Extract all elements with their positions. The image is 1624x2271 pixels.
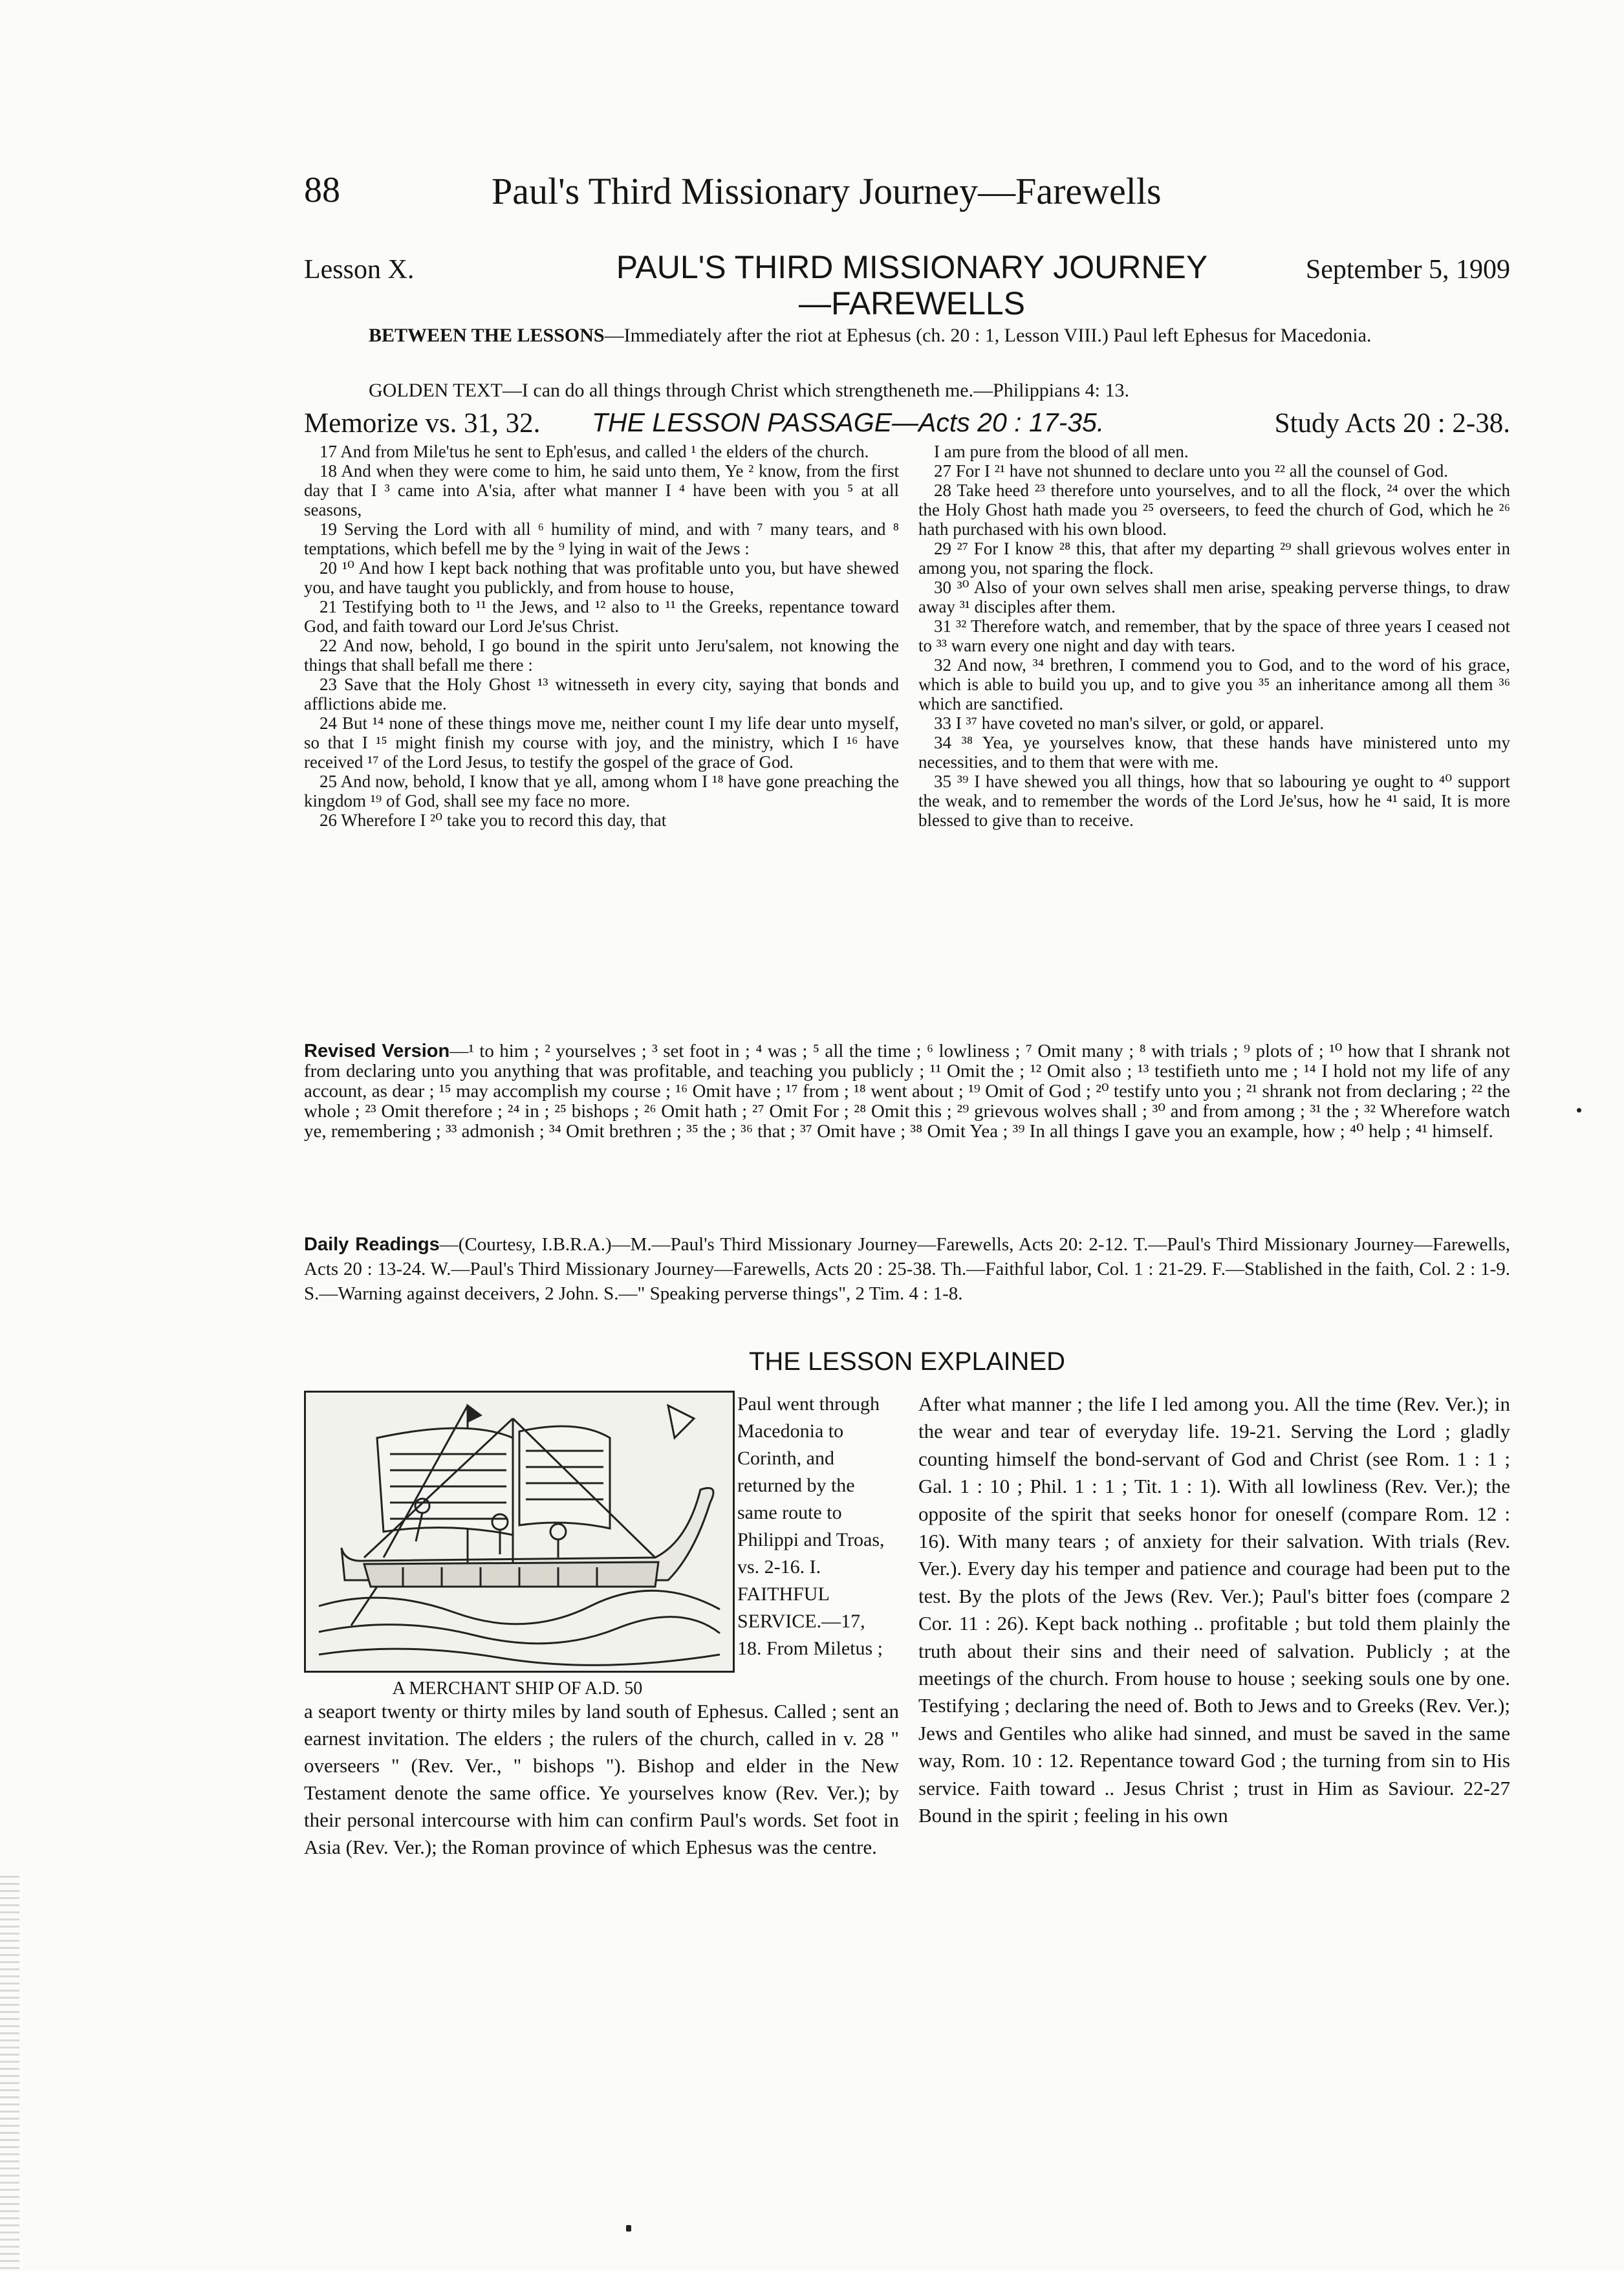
- figure-caption: A MERCHANT SHIP OF A.D. 50: [392, 1679, 643, 1699]
- explained-right-column: After what manner ; the life I led among you. All the time (Rev. Ver.); in the wear and tear of everyday life. 19-21. Serving the Lord ; gladly counting himself the bond-servant of God and Christ (see Rom. 1 : 1 ; Gal. 1 : 10 ; Phil. 1 : 1 ; Tit. 1 : 1). With all lowliness (Rev. Ver.); the opposite of the spirit that seeks honor for oneself (compare Rom. 12 : 16). With many tears ; of anxiety for their salvation. With trials (Rev. Ver.). Every day his temper and patience and courage had been put to the test. By the plots of the Jews (Rev. Ver.); Paul's bitter foes (compare 2 Cor. 11 : 26). Kept back nothing .. profitable ; but told them plainly the truth about their sins and their need of salvation. Publicly ; at the meetings of the church. From house to house ; seeking souls one by one. Testifying ; declaring the need of. Both to Jews and to Greeks (Rev. Ver.); Jews and Gentiles who alike had sinned, and must be saved in the same way, Rom. 10 : 12. Repentance toward God ; the turning from sin to His service. Faith toward .. Jesus Christ ; trust in Him as Saviour. 22-27 Bound in the spirit ; feeling in his own: [918, 1393, 1510, 1827]
- page-number: 88: [304, 170, 340, 210]
- golden-text: GOLDEN TEXT—I can do all things through Christ which strengtheneth me.—Philippians 4: 13.: [369, 380, 1129, 401]
- running-title: Paul's Third Missionary Journey—Farewells: [492, 170, 1162, 212]
- lesson-heading: [304, 249, 1510, 327]
- passage-column-left: [304, 442, 899, 830]
- explained-narrow-column: Paul went through Macedonia to Corinth, and returned by the same route to Philippi and Troas, vs. 2-16. I. FAITHFUL SERVICE.—17, 18. From Miletus ;: [737, 1393, 885, 1659]
- verse: 23 Save that the Holy Ghost ¹³ witnesseth in every city, saying that bonds and afflictions abide me.: [304, 675, 899, 713]
- revised-version-text: —¹ to him ; ² yourselves ; ³ set foot in ; ⁴ was ; ⁵ all the time ; ⁶ lowliness ; ⁷ Omit many ; ⁸ with trials ; ⁹ plots of ; ¹⁰ how that I shrank not from declaring unto you anything that was profitable, and teaching you publicly ; ¹¹ Omit the ; ¹² Omit also ; ¹³ testifieth unto me ; ¹⁴ I hold not my life of any account, as dear ; ¹⁵ may accomplish my course ; ¹⁶ Omit have ; ¹⁷ from ; ¹⁸ went about ; ¹⁹ Omit of God ; ²⁰ testify unto you ; ²¹ shrank not from declaring ; ²² the whole ; ²³ Omit therefore ; ²⁴ in ; ²⁵ bishops ; ²⁶ Omit hath ; ²⁷ Omit For ; ²⁸ Omit this ; ²⁹ grievous wolves shall ; ³⁰ and from among ; ³¹ the ; ³² Wherefore watch ye, remembering ; ³³ admonish ; ³⁴ Omit brethren ; ³⁵ the ; ³⁶ that ; ³⁷ Omit have ; ³⁸ Omit Yea ; ³⁹ In all things I gave you an example, how ; ⁴⁰ help ; ⁴¹ himself.: [304, 1041, 1510, 1142]
- verse: 18 And when they were come to him, he said unto them, Ye ² know, from the first day that I ³ came into A'sia, after what manner I ⁴ have been with you ⁵ at all seasons,: [304, 461, 899, 519]
- verse: 33 I ³⁷ have coveted no man's silver, or gold, or apparel.: [934, 713, 1325, 733]
- verse: 32 And now, ³⁴ brethren, I commend you to God, and to the word of his grace, which is able to build you up, and to give you ³⁵ an inheritance among all them ³⁶ which are sanctified.: [918, 655, 1510, 713]
- verse: 24 But ¹⁴ none of these things move me, neither count I my life dear unto myself, so that I ¹⁵ might finish my course with joy, and the ministry, which I ¹⁶ have received ¹⁷ of the Lord Jesus, to testify the gospel of the grace of God.: [304, 713, 899, 772]
- verse: 26 Wherefore I ²⁰ take you to record this day, that: [319, 810, 667, 830]
- lesson-title-line1: PAUL'S THIRD MISSIONARY JOURNEY: [616, 249, 1208, 285]
- lesson-title-line2: —FAREWELLS: [798, 285, 1026, 321]
- verse: 22 And now, behold, I go bound in the spirit unto Jeru'salem, not knowing the things that shall befall me there :: [304, 636, 899, 675]
- explained-left-column: a seaport twenty or thirty miles by land south of Ephesus. Called ; sent an earnest invitation. The elders ; the rulers of the church, called in v. 28 " overseers " (Rev. Ver., " bishops "). Bishop and elder in the New Testament denote the same office. Ye yourselves know (Rev. Ver.); by their personal intercourse with him can confirm Paul's words. Set foot in Asia (Rev. Ver.); the Roman province of which Ephesus was the centre.: [304, 1700, 899, 1858]
- scan-edge-artifact: [0, 1876, 19, 2271]
- verse: 20 ¹⁰ And how I kept back nothing that was profitable unto you, but have shewed you, and have taught you publickly, and from house to house,: [304, 558, 899, 597]
- verse: 25 And now, behold, I know that ye all, among whom I ¹⁸ have gone preaching the kingdom ¹⁹ of God, shall see my face no more.: [304, 772, 899, 810]
- margin-dot: [1577, 1108, 1581, 1113]
- daily-readings-label: Daily Readings: [304, 1234, 440, 1255]
- merchant-ship-illustration: [304, 1391, 735, 1673]
- lesson-number: Lesson X.: [304, 255, 415, 285]
- lesson-title: [530, 249, 1294, 321]
- printer-mark: [626, 2225, 631, 2232]
- verse: 27 For I ²¹ have not shunned to declare unto you ²² all the counsel of God.: [934, 461, 1448, 481]
- passage-heading: THE LESSON PASSAGE—Acts 20 : 17-35.: [592, 407, 1105, 437]
- verse: 17 And from Mile'tus he sent to Eph'esus, and called ¹ the elders of the church.: [319, 442, 869, 461]
- verse: 35 ³⁹ I have shewed you all things, how that so labouring ye ought to ⁴⁰ support the weak, and to remember the words of the Lord Je'sus, how he ⁴¹ said, It is more blessed to give than to receive.: [918, 772, 1510, 830]
- lesson-date: September 5, 1909: [1305, 255, 1510, 285]
- daily-readings-text: —(Courtesy, I.B.R.A.)—M.—Paul's Third Missionary Journey—Farewells, Acts 20: 2-12. T.—Paul's Third Missionary Journey—Farewells, Acts 20 : 13-24. W.—Paul's Third Missionary Journey—Farewells, Acts 20 : 25-38. Th.—Faithful labor, Col. 1 : 21-29. F.—Stablished in the faith, Col. 2 : 1-9. S.—Warning against deceivers, 2 John. S.—" Speaking perverse things", 2 Tim. 4 : 1-8.: [304, 1234, 1510, 1304]
- verse: 31 ³² Therefore watch, and remember, that by the space of three years I ceased not to ³³ warn every one night and day with tears.: [918, 616, 1510, 655]
- between-text: —Immediately after the riot at Ephesus (ch. 20 : 1, Lesson VIII.) Paul left Ephesus for Macedonia.: [604, 325, 1372, 346]
- study-reference: Study Acts 20 : 2-38.: [1274, 408, 1510, 439]
- between-the-lessons: [304, 323, 1510, 348]
- revised-version-label: Revised Version: [304, 1041, 450, 1061]
- lesson-explained-heading: THE LESSON EXPLAINED: [748, 1347, 1066, 1376]
- verse: I am pure from the blood of all men.: [934, 442, 1189, 461]
- ship-drawing: [306, 1393, 733, 1671]
- verse: 19 Serving the Lord with all ⁶ humility of mind, and with ⁷ many tears, and ⁸ temptations, which befell me by the ⁹ lying in wait of the Jews :: [304, 519, 899, 558]
- daily-readings: [304, 1232, 1510, 1306]
- verse: 21 Testifying both to ¹¹ the Jews, and ¹² also to ¹¹ the Greeks, repentance toward God, and faith toward our Lord Je'sus Christ.: [304, 597, 899, 636]
- revised-version-notes: [304, 1041, 1510, 1142]
- verse: 28 Take heed ²³ therefore unto yourselves, and to all the flock, ²⁴ over the which the Holy Ghost hath made you ²⁵ overseers, to feed the church of God, which he ²⁶ hath purchased with his own blood.: [918, 481, 1510, 539]
- verse: 34 ³⁸ Yea, ye yourselves know, that these hands have ministered unto my necessities, and to them that were with me.: [918, 733, 1510, 772]
- passage-column-right: [918, 442, 1510, 830]
- memorize-line: [304, 407, 1510, 441]
- between-label: BETWEEN THE LESSONS: [369, 325, 605, 346]
- verse: 29 ²⁷ For I know ²⁸ this, that after my departing ²⁹ shall grievous wolves enter in among you, not sparing the flock.: [918, 539, 1510, 578]
- verse: 30 ³⁰ Also of your own selves shall men arise, speaking perverse things, to draw away ³¹ disciples after them.: [918, 578, 1510, 616]
- memorize-verses: Memorize vs. 31, 32.: [304, 408, 541, 439]
- page-header: [304, 169, 1306, 221]
